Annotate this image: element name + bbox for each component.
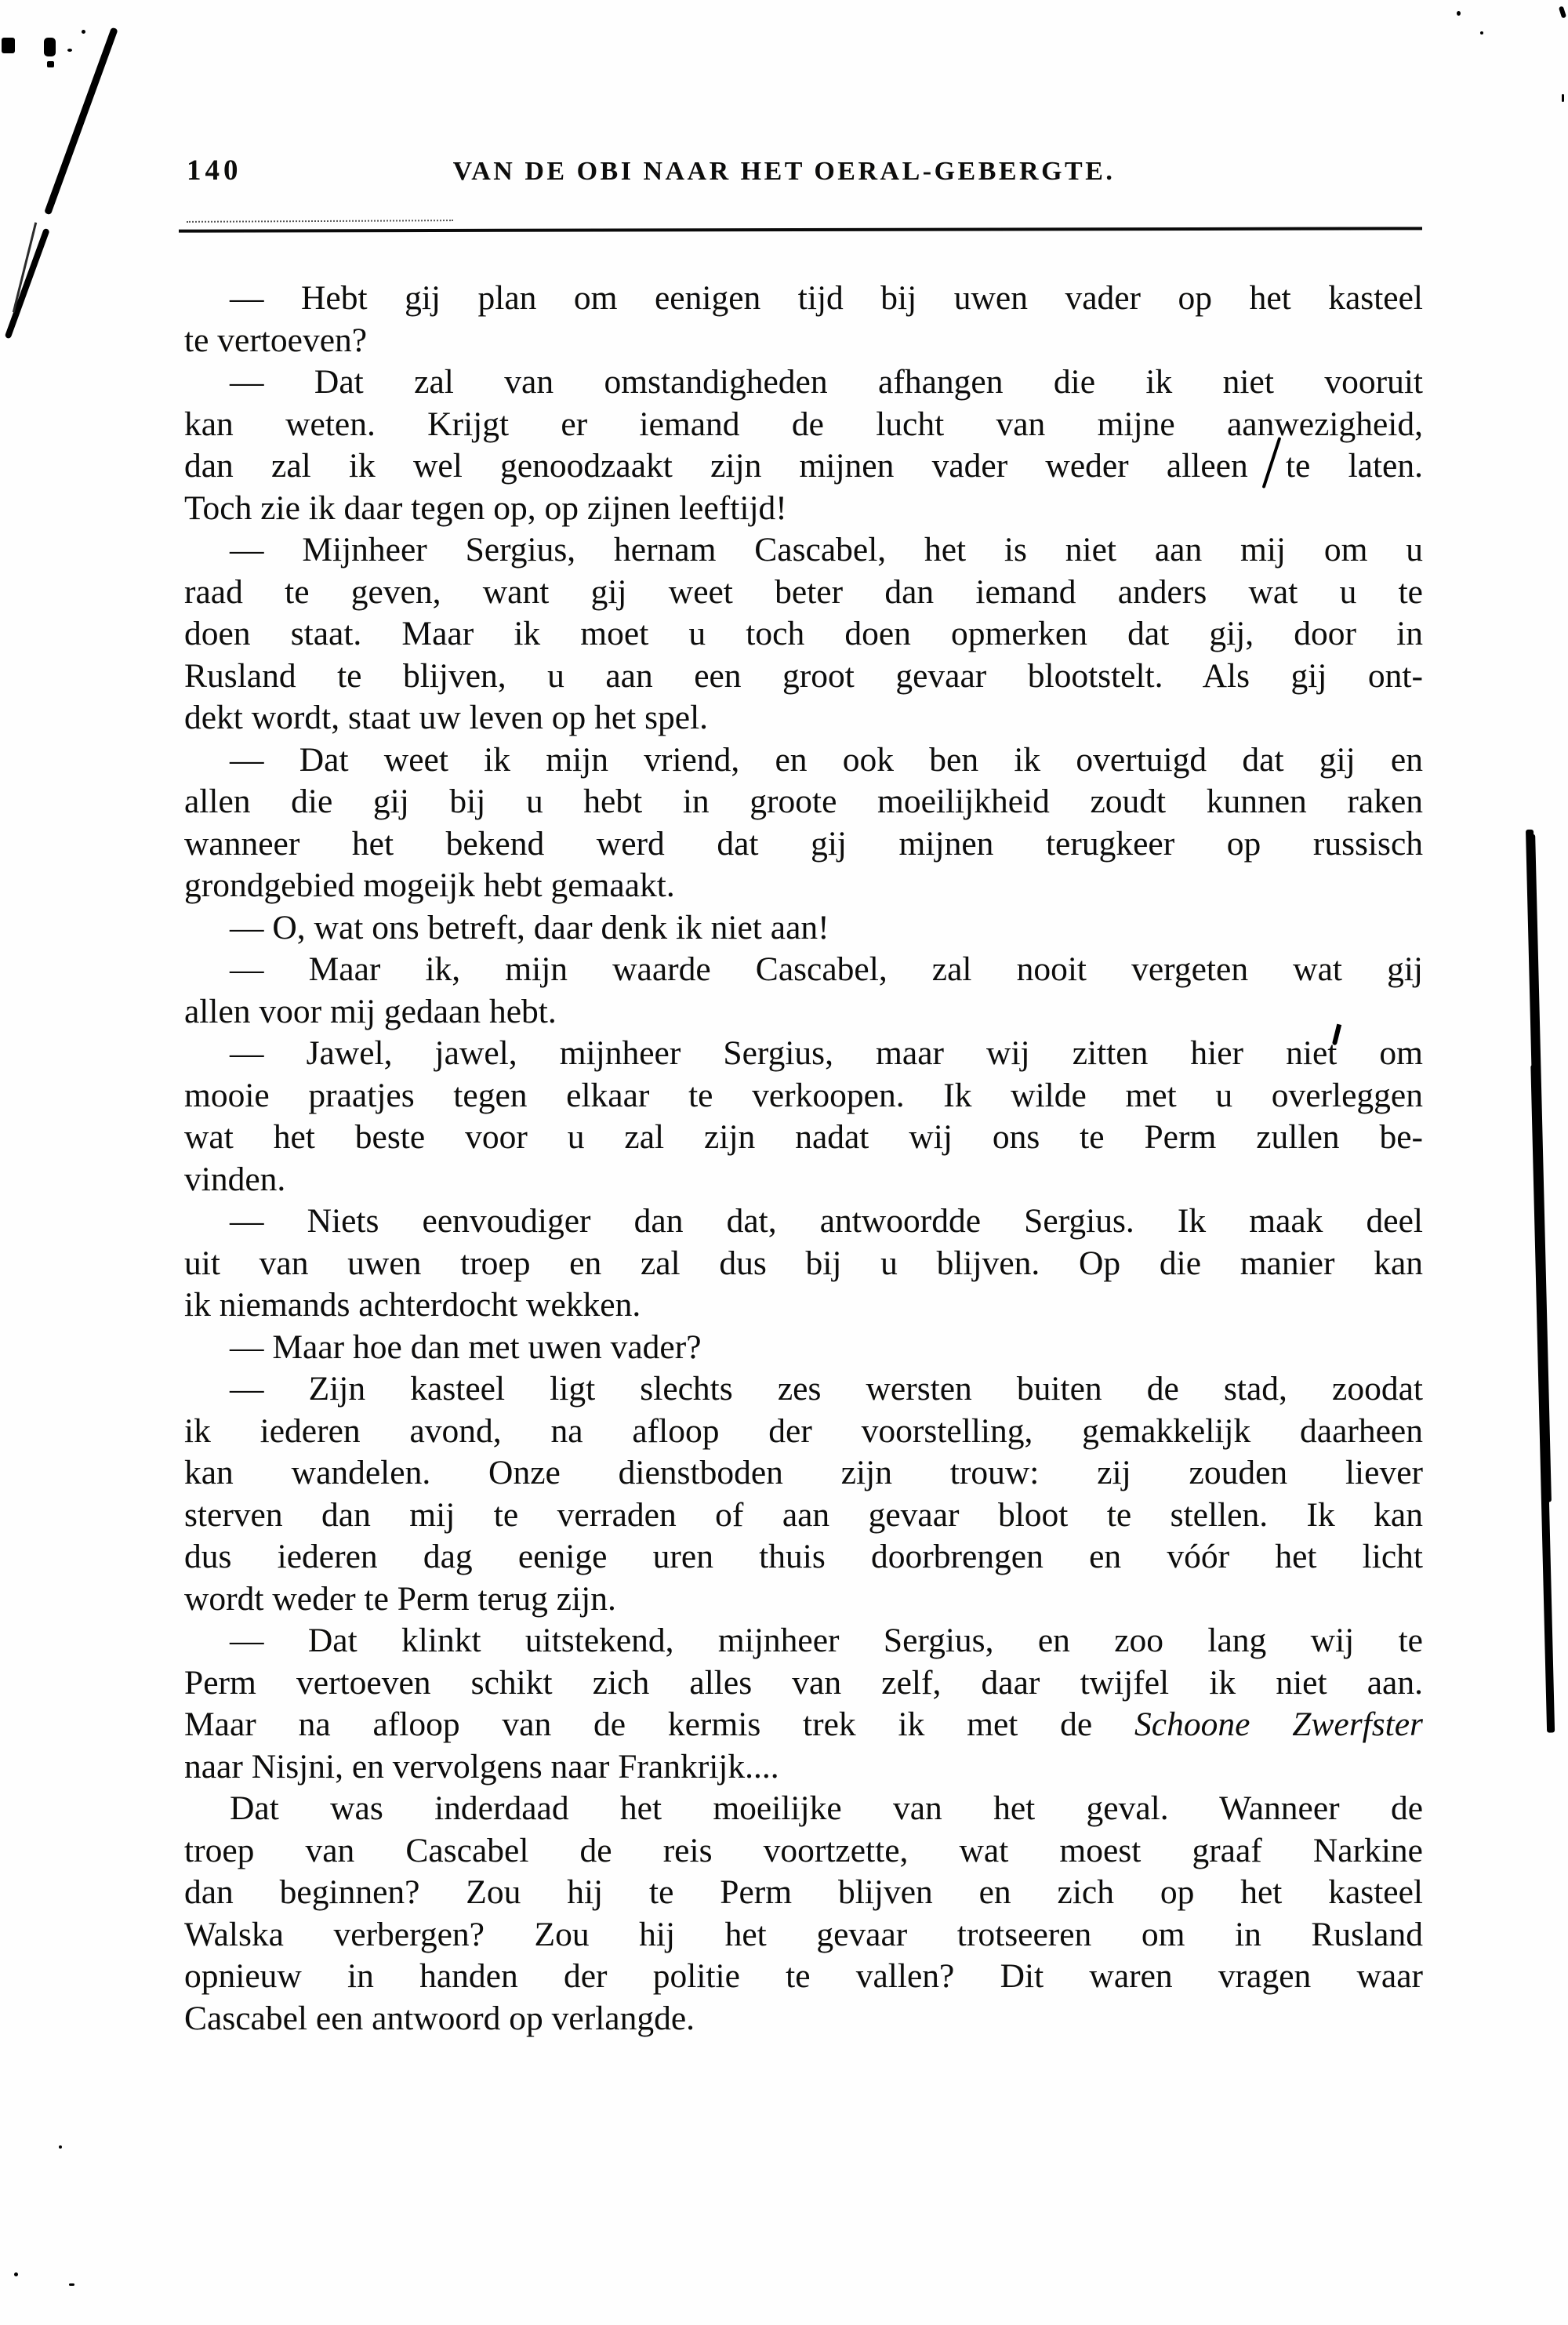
text-line: wat het beste voor u zal zijn nadat wij ons te Perm zullen be- — [184, 1118, 1423, 1156]
text-line: — Niets eenvoudiger dan dat, antwoordde Sergius. Ik maak deel — [230, 1202, 1423, 1240]
text-line: — O, wat ons betreft, daar denk ik niet aan! — [230, 908, 829, 946]
scan-crease-line — [5, 228, 50, 340]
ink-speck — [1480, 31, 1483, 35]
text-line: — Dat zal van omstandigheden afhangen die ik niet vooruit — [230, 363, 1423, 401]
ink-speck — [69, 2283, 74, 2286]
text-line: Dat was inderdaad het moeilijke van het geval. Wanneer de — [230, 1789, 1423, 1827]
text-line: — Dat klinkt uitstekend, mijnheer Sergius, en zoo lang wij te — [230, 1622, 1423, 1659]
ink-smudge — [2, 38, 15, 53]
text-line: Toch zie ik daar tegen op, op zijnen leeftijd! — [184, 489, 787, 527]
text-line: Perm vertoeven schikt zich alles van zelf, daar twijfel ik niet aan. — [184, 1663, 1423, 1702]
text-line: troep van Cascabel de reis voortzette, wat moest graaf Narkine — [184, 1831, 1423, 1869]
text-line: dan zal ik wel genoodzaakt zijn mijnen vader weder alleen te laten. — [184, 447, 1423, 485]
ink-speck — [14, 2272, 18, 2276]
text-block — [184, 278, 1423, 2040]
ink-smudge — [44, 38, 56, 56]
text-line: vinden. — [184, 1160, 286, 1198]
text-line: — Maar ik, mijn waarde Cascabel, zal nooit vergeten wat gij — [230, 950, 1423, 988]
text-line: wordt weder te Perm terug zijn. — [184, 1579, 616, 1618]
text-line: doen staat. Maar ik moet u toch doen opmerken dat gij, door in — [184, 615, 1423, 652]
text-line: — Dat weet ik mijn vriend, en ook ben ik overtuigd dat gij en — [230, 740, 1423, 779]
text-line: dan beginnen? Zou hij te Perm blijven en zich op het kasteel — [184, 1873, 1423, 1911]
running-title: VAN DE OBI NAAR HET OERAL-GEBERGTE. — [452, 157, 1116, 186]
ink-speck — [82, 30, 85, 34]
ink-speck — [59, 2145, 62, 2149]
text-line: opnieuw in handen der politie te vallen? Dit waren vragen waar — [184, 1957, 1423, 1995]
text-line: Walska verbergen? Zou hij het gevaar trotseeren om in Rusland — [184, 1915, 1423, 1953]
text-line: te vertoeven? — [184, 321, 368, 359]
text-line: — Zijn kasteel ligt slechts zes wersten buiten de stad, zoodat — [230, 1370, 1423, 1408]
text-line: Cascabel een antwoord op verlangde. — [184, 1999, 695, 2037]
text-line: dekt wordt, staat uw leven op het spel. — [184, 699, 709, 736]
text-line: — Maar hoe dan met uwen vader? — [230, 1328, 702, 1366]
text-line: — Hebt gij plan om eenigen tijd bij uwen vader op het kasteel — [230, 279, 1423, 317]
ink-speck — [67, 49, 72, 52]
text-line: uit van uwen troep en zal dus bij u blijven. Op die manier kan — [184, 1244, 1423, 1282]
scan-crease-line — [44, 27, 118, 215]
text-line: Rusland te blijven, u aan een groot gevaar blootstelt. Als gij ont- — [184, 656, 1423, 695]
text-line: wanneer het bekend werd dat gij mijnen terugkeer op russisch — [184, 824, 1423, 863]
text-line: ik iederen avond, na afloop der voorstelling, gemakkelijk daarheen — [184, 1411, 1423, 1450]
text-line: dus iederen dag eenige uren thuis doorbrengen en vóór het licht — [184, 1538, 1423, 1575]
text-line: allen voor mij gedaan hebt. — [184, 992, 557, 1030]
text-line: sterven dan mij te verraden of aan gevaar bloot te stellen. Ik kan — [184, 1495, 1423, 1534]
text-line: — Mijnheer Sergius, hernam Cascabel, het is niet aan mij om u — [230, 531, 1423, 569]
text-line: kan wandelen. Onze dienstboden zijn trouw: zij zouden liever — [184, 1454, 1423, 1491]
text-line: allen die gij bij u hebt in groote moeilijkheid zoudt kunnen raken — [184, 783, 1423, 820]
text-line: naar Nisjni, en vervolgens naar Frankrijk.... — [184, 1747, 779, 1786]
text-line: kan weten. Krijgt er iemand de lucht van mijne aanwezigheid, — [184, 405, 1423, 443]
page-edge-shadow — [1526, 830, 1550, 1498]
ink-speck — [1457, 11, 1461, 16]
text-line: grondgebied mogeijk hebt gemaakt. — [184, 866, 675, 904]
text-line: mooie praatjes tegen elkaar te verkoopen. Ik wilde met u overleggen — [184, 1076, 1423, 1114]
page-number: 140 — [187, 154, 242, 187]
ink-speck — [1559, 5, 1566, 18]
ink-smudge — [47, 61, 54, 67]
header-rule — [179, 227, 1422, 232]
text-line: raad te geven, want gij weet beter dan iemand anders wat u te — [184, 572, 1423, 611]
text-line: ik niemands achterdocht wekken. — [184, 1286, 641, 1324]
text-line: — Jawel, jawel, mijnheer Sergius, maar wij zitten hier niet om — [230, 1034, 1423, 1072]
header-rule-faint — [187, 220, 453, 223]
text-line: Maar na afloop van de kermis trek ik met de Schoone Zwerfster — [184, 1706, 1423, 1743]
ink-speck — [1562, 94, 1564, 102]
